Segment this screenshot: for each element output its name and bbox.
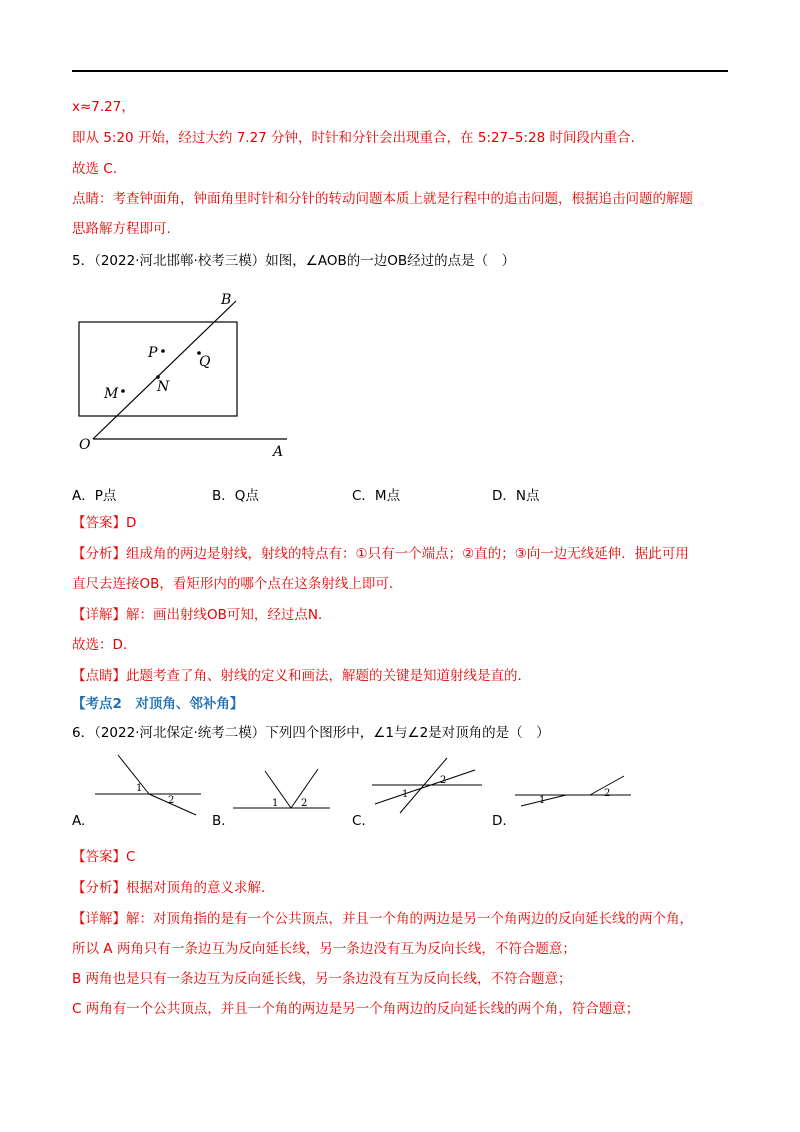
text-line: 即从 5:20 开始，经过大约 7.27 分钟，时针和分针会出现重合，在 5:27–5:28 时间段内重合. bbox=[72, 130, 635, 146]
detail: C 两角有一个公共顶点，并且一个角的两边是另一个角两边的反向延长线的两个角，符合题意； bbox=[72, 1001, 640, 1017]
angle-1-label: 1 bbox=[539, 795, 546, 806]
angle-2-label: 2 bbox=[604, 788, 611, 799]
text-line: x≈7.27， bbox=[72, 99, 135, 115]
angle-1-label: 1 bbox=[402, 789, 409, 800]
section-heading: 【考点2 对顶角、邻补角】 bbox=[72, 696, 244, 712]
option-c[interactable]: C．M点 bbox=[352, 488, 401, 504]
text-line: 思路解方程即可. bbox=[72, 221, 171, 237]
label-a: A bbox=[273, 444, 284, 460]
label-n: N bbox=[157, 379, 170, 395]
option-a-label[interactable]: A. bbox=[72, 813, 86, 829]
label-q: Q bbox=[199, 354, 211, 370]
analysis: 【分析】根据对顶角的意义求解． bbox=[72, 880, 275, 896]
detail: 所以 A 两角只有一条边互为反向延长线，另一条边没有互为反向长线，不符合题意； bbox=[72, 941, 576, 957]
label-b: B bbox=[221, 292, 232, 308]
angle-1-label: 1 bbox=[272, 798, 279, 809]
option-a[interactable]: A．P点 bbox=[72, 488, 117, 504]
option-b[interactable]: B．Q点 bbox=[212, 488, 259, 504]
detail: 【详解】解：对顶角指的是有一个公共顶点，并且一个角的两边是另一个角两边的反向延长线的两个角， bbox=[72, 911, 693, 927]
angle-2-label: 2 bbox=[440, 775, 447, 786]
comment: 【点睛】此题考查了角、射线的定义和画法，解题的关键是知道射线是直的． bbox=[72, 668, 531, 684]
angle-2-label: 2 bbox=[168, 795, 175, 806]
analysis: 直尺去连接OB，看矩形内的哪个点在这条射线上即可． bbox=[72, 576, 403, 592]
text-line: 故选 C. bbox=[72, 161, 118, 177]
option-b-label[interactable]: B. bbox=[212, 813, 226, 829]
label-m: M bbox=[104, 386, 119, 402]
detail: B 两角也是只有一条边互为反向延长线，另一条边没有互为反向长线，不符合题意； bbox=[72, 971, 572, 987]
answer: 【答案】D bbox=[72, 515, 137, 531]
angle-2-label: 2 bbox=[301, 798, 308, 809]
answer: 【答案】C bbox=[72, 849, 136, 865]
question-6-stem: 6．（2022·河北保定·统考二模）下列四个图形中，∠1与∠2是对顶角的是（ ） bbox=[72, 725, 550, 741]
option-d-label[interactable]: D. bbox=[492, 813, 507, 829]
option-d[interactable]: D．N点 bbox=[492, 488, 540, 504]
question-5-stem: 5．（2022·河北邯郸·校考三模）如图，∠AOB的一边OB经过的点是（ ） bbox=[72, 253, 516, 269]
detail: 【详解】解：画出射线OB可知，经过点N． bbox=[72, 607, 332, 623]
option-c-label[interactable]: C. bbox=[352, 813, 366, 829]
conclusion: 故选：D． bbox=[72, 637, 137, 653]
label-p: P bbox=[148, 345, 158, 361]
angle-1-label: 1 bbox=[136, 783, 143, 794]
analysis: 【分析】组成角的两边是射线，射线的特点有：①只有一个端点；②直的；③向一边无线延伸．据此可用 bbox=[72, 546, 689, 562]
label-o: O bbox=[79, 437, 91, 453]
text-line: 点睛：考查钟面角，钟面角里时针和分针的转动问题本质上就是行程中的追击问题，根据追击问题的解题 bbox=[72, 191, 693, 207]
